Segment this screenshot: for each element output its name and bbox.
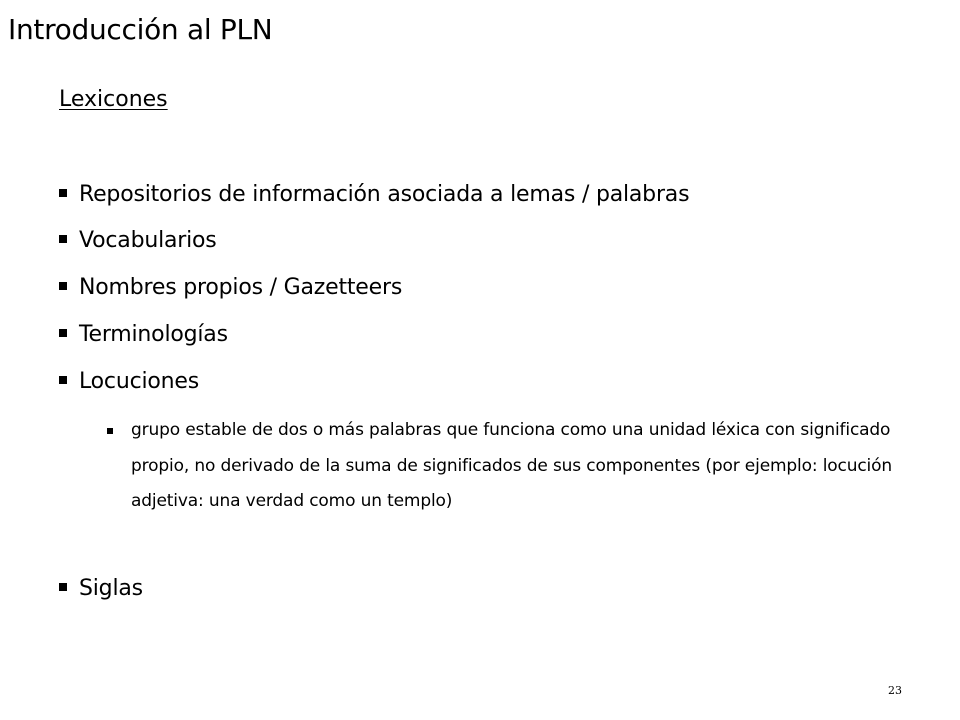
sub-bullet-text: grupo estable de dos o más palabras que funciona como una unidad léxica con significado propio, no derivado de la suma de significados de sus componentes (por ejemplo: locución adjetiva: una verdad como un templo) [131, 420, 892, 511]
bullet-item [59, 272, 402, 304]
slide-title: Introducción al PLN [8, 13, 273, 46]
square-sub-bullet-icon [107, 428, 113, 434]
bullet-item [59, 573, 143, 605]
square-bullet-icon [59, 189, 67, 197]
bullet-text: Terminologías [79, 322, 228, 347]
square-bullet-icon [59, 376, 67, 384]
square-bullet-icon [59, 282, 67, 290]
bullet-item [59, 366, 199, 398]
square-bullet-icon [59, 583, 67, 591]
square-bullet-icon [59, 329, 67, 337]
page-number: 23 [888, 684, 902, 697]
bullet-text: Nombres propios / Gazetteers [79, 275, 403, 300]
bullet-item [59, 225, 217, 257]
bullet-text: Repositorios de información asociada a lemas / palabras [79, 182, 690, 207]
bullet-item [59, 319, 228, 351]
bullet-item [59, 179, 689, 211]
bullet-text: Siglas [79, 576, 143, 601]
slide-subtitle: Lexicones [59, 87, 168, 112]
square-bullet-icon [59, 235, 67, 243]
bullet-text: Locuciones [79, 369, 199, 394]
bullet-text: Vocabularios [79, 228, 217, 253]
